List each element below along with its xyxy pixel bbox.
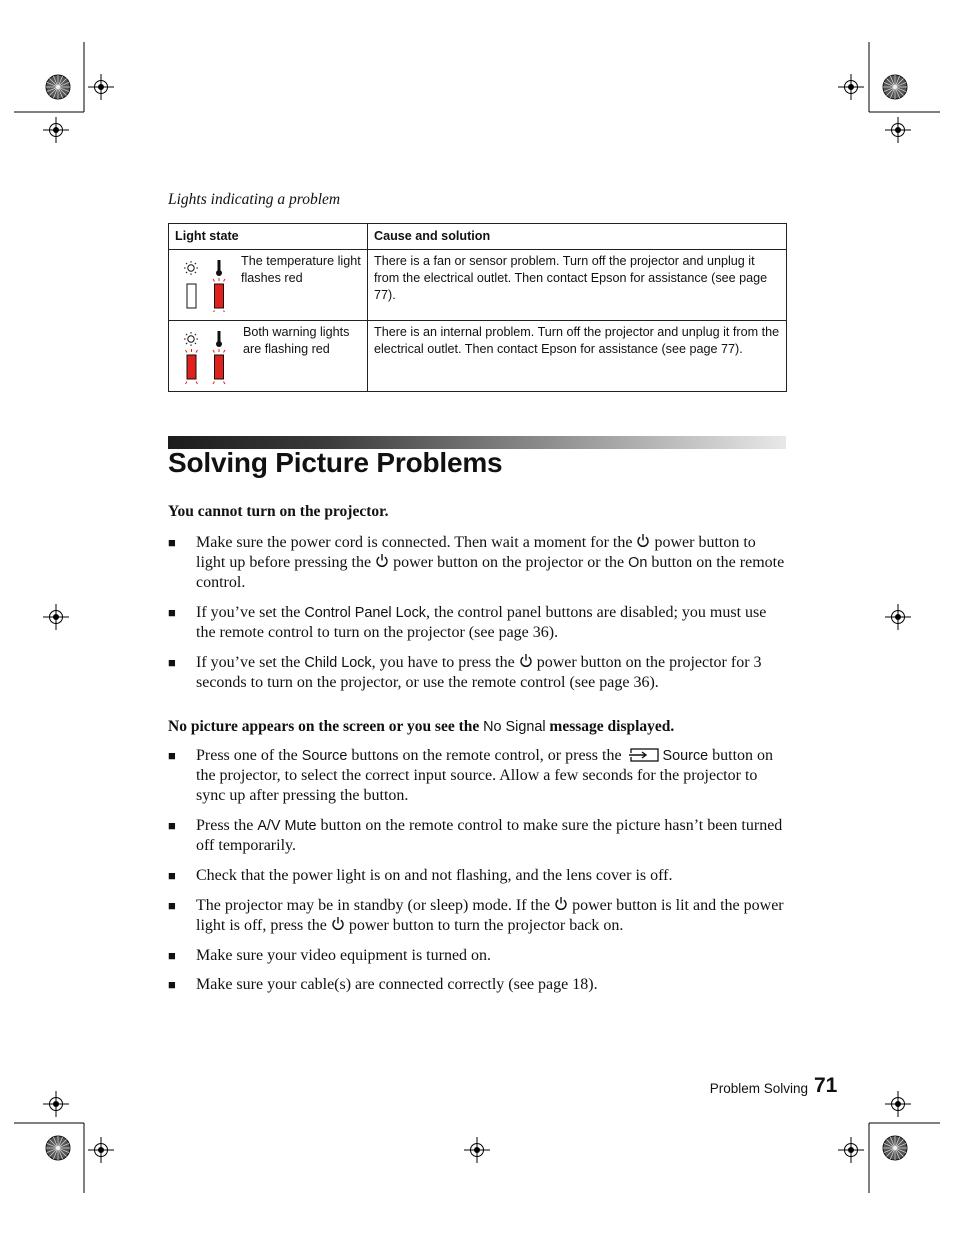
header-light-state: Light state [169,224,368,250]
list-item [168,816,786,856]
list-item-text: Make sure your cable(s) are connected correctly (see page 18). [196,976,598,993]
list-item [168,896,786,936]
bullet: ■ [168,605,176,620]
light-state-text: The temperature light flashes red [241,254,361,285]
source-button-label: Source [662,748,709,764]
footer-section-label: Problem Solving [709,1081,808,1096]
list-item [168,653,786,693]
header-cause-solution: Cause and solution [368,224,787,250]
list-item-text: If you’ve set the Control Panel Lock, the control panel buttons are disabled; you must use the remote control to turn on the projector (see page 36). [196,604,767,642]
control-panel-lock-label: Control Panel Lock [304,605,426,621]
cause-solution-cell: There is an internal problem. Turn off the projector and unplug it from the electrical outlet. Then contact Epson for assistance (see page 77). [368,321,787,392]
bullet: ■ [168,898,176,913]
power-icon [331,916,345,931]
list-item-text: Check that the power light is on and not flashing, and the lens cover is off. [196,867,673,884]
power-icon [554,896,568,911]
problem-heading: No picture appears on the screen or you see the No Signal message displayed. [168,718,675,735]
list-item [168,975,786,995]
list-item-text: If you’ve set the Child Lock, you have to press the power button on the projector for 3 seconds to turn on the projector, or use the remote control (see page 36). [196,654,762,692]
both-lights-flashing-icon [181,331,233,385]
list-item-text: Make sure the power cord is connected. Then wait a moment for the power button to light up before pressing the power button on the projector or the On button on the remote control. [196,534,785,592]
no-signal-label: No Signal [483,719,546,735]
bullet: ■ [168,948,176,963]
light-state-cell [169,250,368,321]
list-item-text: Press the A/V Mute button on the remote control to make sure the picture hasn’t been turned off temporarily. [196,817,783,855]
table-row [169,250,787,321]
av-mute-label: A/V Mute [257,818,317,834]
table-caption: Lights indicating a problem [168,191,341,208]
bullet: ■ [168,977,176,992]
light-state-text: Both warning lights are flashing red [243,325,350,356]
section-title: Solving Picture Problems [168,447,503,478]
list-item-text: Press one of the Source buttons on the remote control, or press the Source button on the projector, to select the correct input source. Allow a few seconds for the projector to sync up after pressing the button. [196,747,774,805]
page-number: 71 [814,1074,838,1097]
source-label: Source [301,748,348,764]
bullet: ■ [168,655,176,670]
list-item [168,866,786,886]
power-icon [375,553,389,568]
temp-light-flashing-icon [181,260,233,312]
list-item [168,746,786,807]
bullet: ■ [168,818,176,833]
list-item-text: Make sure your video equipment is turned on. [196,947,492,964]
bullet: ■ [168,535,176,550]
lights-table [168,223,787,392]
cause-solution-cell: There is a fan or sensor problem. Turn off the projector and unplug it from the electrical outlet. Then contact Epson for assistance (see page 77). [368,250,787,321]
list-item [168,946,786,966]
list-item-text: The projector may be in standby (or sleep) mode. If the power button is lit and the power light is off, press the power button to turn the projector back on. [196,897,784,935]
table-row [169,321,787,392]
problem-heading: You cannot turn on the projector. [168,503,389,520]
source-icon [628,747,660,762]
bullet: ■ [168,868,176,883]
list-item [168,533,786,594]
power-icon [636,533,650,548]
child-lock-label: Child Lock [304,655,372,671]
power-icon [519,653,533,668]
on-button-label: On [628,555,648,572]
light-state-cell [169,321,368,392]
bullet: ■ [168,748,176,763]
list-item [168,603,786,643]
